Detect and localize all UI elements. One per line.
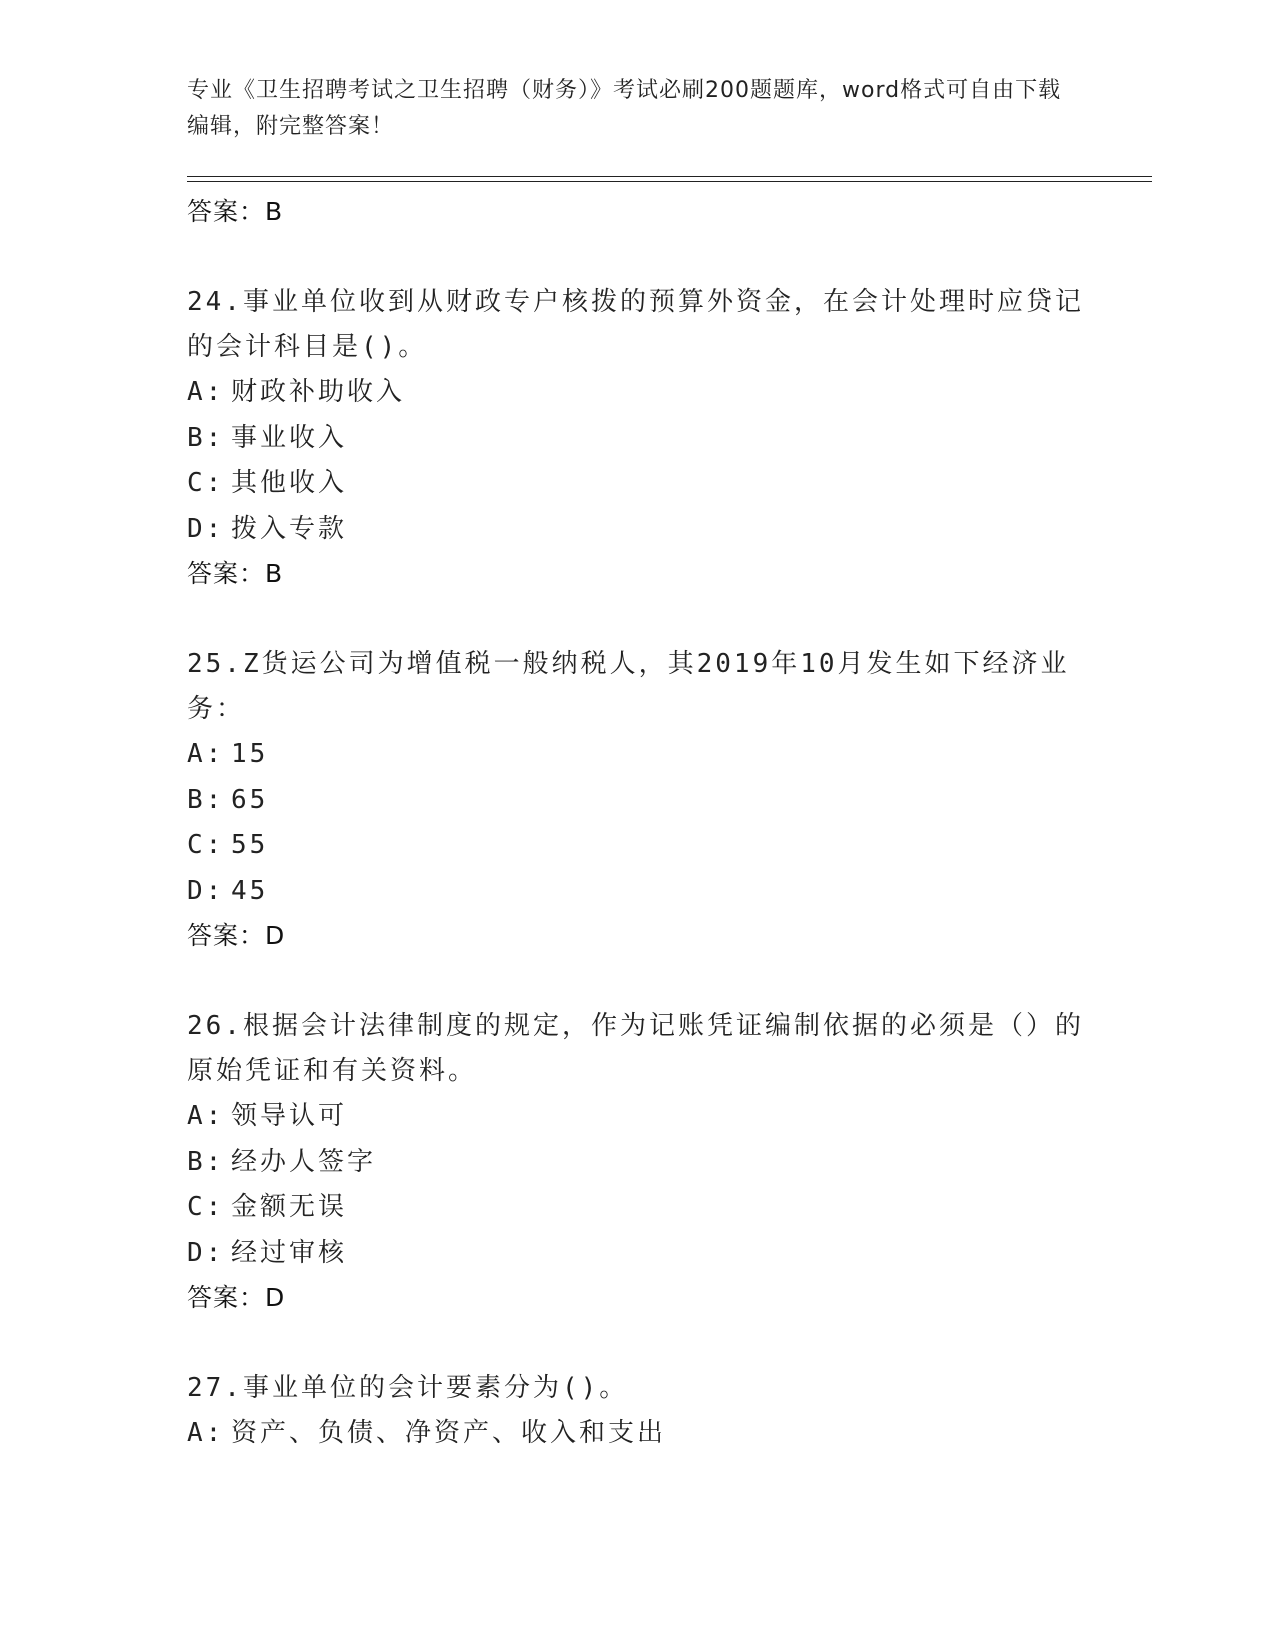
document-header: 专业《卫生招聘考试之卫生招聘（财务）》考试必刷200题题库，word格式可自由下载编辑，附完整答案！ (187, 78, 1062, 139)
question-24 (187, 280, 1087, 596)
option-d (187, 507, 1087, 553)
option-c (187, 823, 1087, 869)
option-letter: C: (187, 830, 225, 860)
option-letter: D: (187, 513, 225, 544)
option-b (187, 416, 1087, 462)
option-d (187, 869, 1087, 915)
option-letter: B: (187, 422, 225, 453)
question-26 (187, 1004, 1087, 1320)
option-text: 经过审核 (231, 1237, 348, 1268)
option-b (187, 1140, 1087, 1186)
option-letter: A: (187, 739, 225, 769)
option-a (187, 1094, 1087, 1140)
option-text: 15 (231, 739, 269, 769)
option-letter: D: (187, 1237, 225, 1268)
option-d (187, 1231, 1087, 1277)
option-letter: C: (187, 468, 225, 498)
option-text: 领导认可 (231, 1101, 348, 1131)
question-stem: 24.事业单位收到从财政专户核拨的预算外资金，在会计处理时应贷记的会计科目是()。 (187, 287, 1084, 362)
question-stem: 26.根据会计法律制度的规定，作为记账凭证编制依据的必须是（）的原始凭证和有关资料。 (187, 1011, 1084, 1086)
option-text: 拨入专款 (231, 513, 348, 544)
option-text: 45 (231, 875, 269, 906)
option-letter: B: (187, 784, 225, 815)
option-a (187, 1411, 1087, 1457)
option-text: 其他收入 (231, 468, 348, 498)
option-text: 资产、负债、净资产、收入和支出 (231, 1418, 667, 1448)
option-letter: D: (187, 875, 225, 906)
option-c (187, 1185, 1087, 1231)
answer-line: 答案：B (187, 559, 284, 588)
question-27 (187, 1366, 1087, 1457)
option-text: 财政补助收入 (231, 377, 406, 407)
header-rule-top (187, 176, 1152, 177)
option-text: 55 (231, 830, 269, 860)
question-stem: 27.事业单位的会计要素分为()。 (187, 1373, 629, 1403)
option-c (187, 461, 1087, 507)
header-rule-bottom (187, 181, 1152, 182)
option-text: 事业收入 (231, 422, 348, 453)
option-letter: A: (187, 1418, 225, 1448)
question-list (187, 190, 1087, 1457)
option-text: 65 (231, 784, 269, 815)
option-text: 经办人签字 (231, 1146, 377, 1177)
option-letter: C: (187, 1192, 225, 1222)
question-25 (187, 642, 1087, 958)
option-text: 金额无误 (231, 1192, 348, 1222)
question-stem: 25.Z货运公司为增值税一般纳税人，其2019年10月发生如下经济业务： (187, 649, 1070, 724)
answer-line: 答案：D (187, 921, 286, 950)
option-letter: A: (187, 1101, 225, 1131)
option-a (187, 370, 1087, 416)
option-letter: A: (187, 377, 225, 407)
option-letter: B: (187, 1146, 225, 1177)
option-b (187, 778, 1087, 824)
option-a (187, 732, 1087, 778)
answer-line: 答案：D (187, 1283, 286, 1312)
answer-line: 答案：B (187, 197, 284, 226)
